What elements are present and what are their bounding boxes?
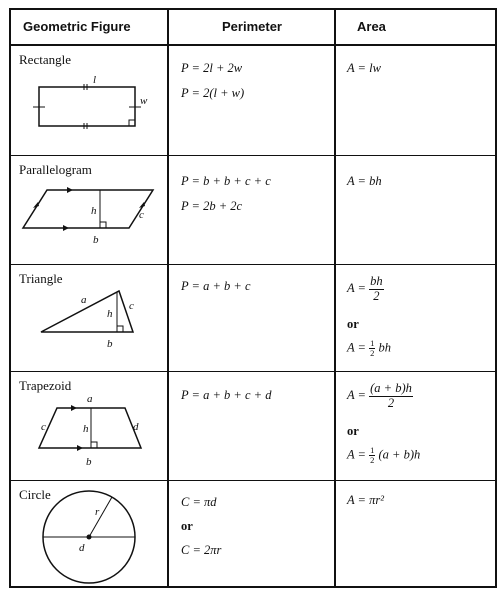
perimeter-formula: P = b + b + c + c: [181, 174, 271, 188]
or-label: or: [181, 519, 193, 533]
fraction-denominator: 2: [370, 455, 375, 466]
label-b: b: [107, 338, 113, 350]
label-r: r: [95, 506, 100, 518]
fraction: [369, 339, 375, 359]
table-row-trapezoid: [11, 372, 495, 480]
table-row-circle: [11, 481, 495, 588]
figure-name: Rectangle: [19, 52, 71, 67]
label-d: d: [79, 542, 85, 554]
label-a: a: [87, 393, 93, 405]
fraction-denominator: 2: [370, 348, 375, 359]
area-formula: A = lw: [347, 61, 381, 75]
fraction-numerator: bh: [370, 274, 383, 288]
label-h: h: [83, 423, 89, 435]
label-d: d: [133, 421, 139, 433]
area-formula: [347, 446, 420, 466]
table-row-triangle: [11, 265, 495, 371]
area-formula: A = πr²: [347, 493, 384, 507]
area-formula: A = bh: [347, 174, 382, 188]
area-formula: [347, 382, 413, 411]
fraction-numerator: 1: [370, 338, 375, 348]
label-h: h: [107, 308, 113, 320]
perimeter-formula: P = a + b + c: [181, 279, 251, 293]
circle-figure: [11, 481, 161, 586]
perimeter-formula: P = a + b + c + d: [181, 388, 272, 402]
fraction-denominator: 2: [373, 288, 380, 303]
trapezoid-figure: [11, 372, 161, 472]
label-h: h: [91, 205, 97, 217]
parallelogram-figure: [11, 156, 161, 256]
label-c: c: [129, 300, 134, 312]
rectangle-figure: [11, 46, 161, 146]
label-a: a: [81, 294, 87, 306]
figure-name: Parallelogram: [19, 162, 92, 177]
or-label: or: [347, 424, 359, 438]
header-perimeter: Perimeter: [222, 19, 282, 34]
fraction-denominator: 2: [387, 395, 395, 410]
perimeter-formula: C = πd: [181, 495, 217, 509]
table-row-rectangle: [11, 46, 495, 155]
table-header: [11, 10, 495, 46]
area-suffix: (a + b)h: [378, 447, 421, 462]
formula-table: [9, 8, 497, 588]
label-b: b: [86, 456, 92, 468]
fraction: [369, 275, 384, 304]
area-prefix: A =: [347, 340, 366, 355]
table-row-parallelogram: [11, 156, 495, 264]
area-suffix: bh: [378, 340, 391, 355]
area-prefix: A =: [347, 447, 366, 462]
figure-name: Circle: [19, 487, 51, 502]
area-formula: [347, 339, 391, 359]
area-formula: [347, 275, 384, 304]
or-label: or: [347, 317, 359, 331]
area-prefix: A =: [347, 388, 366, 403]
header-area: Area: [357, 19, 386, 34]
perimeter-formula: P = 2(l + w): [181, 86, 245, 100]
label-l: l: [93, 74, 97, 86]
area-prefix: A =: [347, 281, 366, 296]
figure-name: Triangle: [19, 271, 63, 286]
perimeter-formula: C = 2πr: [181, 543, 222, 557]
fraction-numerator: 1: [370, 445, 375, 455]
perimeter-formula: P = 2b + 2c: [181, 199, 243, 213]
fraction: [369, 446, 375, 466]
label-w: w: [140, 95, 148, 107]
header-geometric-figure: Geometric Figure: [23, 19, 131, 34]
perimeter-formula: P = 2l + 2w: [181, 61, 243, 75]
figure-name: Trapezoid: [19, 378, 72, 393]
label-b: b: [93, 234, 99, 246]
label-c: c: [139, 209, 144, 221]
triangle-figure: [11, 265, 161, 365]
fraction-numerator: (a + b)h: [370, 381, 412, 395]
label-c: c: [41, 421, 46, 433]
fraction: [369, 382, 413, 411]
